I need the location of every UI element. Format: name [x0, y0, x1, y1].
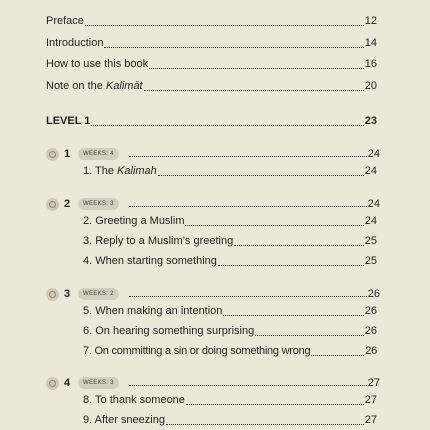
unit-number: 3	[64, 288, 71, 300]
target-icon	[46, 288, 59, 301]
target-icon	[46, 148, 59, 161]
target-icon	[46, 198, 59, 211]
toc-entry-how-to-use[interactable]	[0, 58, 430, 71]
unit-page: 24	[367, 198, 380, 210]
toc-entry-page: 20	[364, 80, 377, 92]
toc-entry-surprising[interactable]	[0, 325, 430, 338]
toc-entry-label	[83, 165, 157, 178]
toc-entry-label-prefix: Note on the	[46, 80, 106, 92]
toc-entry-page: 25	[364, 255, 377, 267]
unit-header-2[interactable]	[46, 197, 380, 211]
dot-leader	[223, 315, 363, 316]
toc-entry-label-italic: Kalimah	[117, 165, 157, 177]
toc-entry-thank-someone[interactable]	[0, 394, 430, 407]
dot-leader	[91, 125, 363, 126]
toc-entry-label: Preface	[46, 15, 84, 27]
toc-entry-page: 26	[364, 325, 377, 337]
toc-entry-intention[interactable]	[0, 305, 430, 318]
toc-entry-label: 3. Reply to a Muslim’s greeting	[83, 235, 234, 247]
dot-leader	[129, 156, 367, 157]
dot-leader	[166, 424, 364, 425]
unit-header-4[interactable]	[46, 376, 380, 390]
dot-leader	[255, 335, 364, 336]
unit-header-3[interactable]	[46, 287, 380, 301]
dot-leader	[85, 25, 364, 26]
toc-entry-committing-sin[interactable]	[0, 345, 430, 358]
toc-entry-page: 24	[364, 215, 377, 227]
toc-entry-label: 5. When making an intention	[83, 305, 223, 317]
dot-leader	[129, 385, 367, 386]
level-page: 23	[364, 115, 377, 127]
weeks-badge: WEEKS: 2	[78, 288, 119, 300]
unit-page: 24	[367, 148, 380, 160]
toc-entry-page: 26	[364, 305, 377, 317]
toc-entry-label: 9. After sneezing	[83, 414, 165, 426]
toc-entry-label: 7. On committing a sin or doing something wrong	[83, 345, 311, 357]
toc-entry-preface[interactable]	[0, 15, 430, 28]
weeks-badge: WEEKS: 4	[78, 148, 119, 160]
toc-entry-page: 27	[364, 394, 377, 406]
toc-entry-greeting[interactable]	[0, 215, 430, 228]
toc-entry-page: 14	[364, 37, 377, 49]
toc-entry-reply-greeting[interactable]	[0, 235, 430, 248]
dot-leader	[311, 355, 364, 356]
unit-header-1[interactable]	[46, 147, 380, 161]
toc-entry-label: 6. On hearing something surprising	[83, 325, 255, 337]
unit-page: 27	[367, 377, 380, 389]
weeks-badge: WEEKS: 3	[78, 198, 119, 210]
dot-leader	[104, 47, 363, 48]
toc-entry-label: 2. Greeting a Muslim	[83, 215, 185, 227]
toc-entry-page: 16	[364, 58, 377, 70]
toc-entry-note-on-kalimat[interactable]	[0, 80, 430, 93]
dot-leader	[234, 245, 364, 246]
dot-leader	[129, 296, 367, 297]
toc-entry-label-italic: Kalimāt	[105, 80, 143, 92]
dot-leader	[186, 404, 364, 405]
toc-entry-label: 4. When starting something	[83, 255, 217, 267]
toc-entry-starting-something[interactable]	[0, 255, 430, 268]
unit-number: 2	[64, 198, 71, 210]
toc-entry-sneezing[interactable]	[0, 414, 430, 427]
toc-entry-page: 24	[364, 165, 377, 177]
unit-page: 26	[367, 288, 380, 300]
toc-entry-page: 27	[364, 414, 377, 426]
dot-leader	[218, 265, 364, 266]
dot-leader	[185, 225, 363, 226]
level-label: LEVEL 1	[46, 115, 91, 127]
toc-entry-kalimah[interactable]	[0, 165, 430, 178]
dot-leader	[158, 175, 364, 176]
dot-leader	[144, 90, 364, 91]
target-icon	[46, 377, 59, 390]
toc-entry-introduction[interactable]	[0, 37, 430, 50]
unit-number: 4	[64, 377, 71, 389]
toc-entry-label	[46, 80, 143, 93]
dot-leader	[129, 206, 367, 207]
dot-leader	[149, 68, 364, 69]
toc-entry-page: 26	[365, 345, 377, 357]
toc-level-heading[interactable]	[0, 115, 430, 128]
toc-entry-label-prefix: 1. The	[83, 165, 118, 177]
weeks-badge: WEEKS: 3	[78, 377, 119, 389]
toc-entry-page: 25	[364, 235, 377, 247]
toc-entry-label: 8. To thank someone	[83, 394, 185, 406]
unit-number: 1	[64, 148, 71, 160]
toc-entry-label: Introduction	[46, 37, 104, 49]
toc-entry-page: 12	[364, 15, 377, 27]
toc-entry-label: How to use this book	[46, 58, 149, 70]
